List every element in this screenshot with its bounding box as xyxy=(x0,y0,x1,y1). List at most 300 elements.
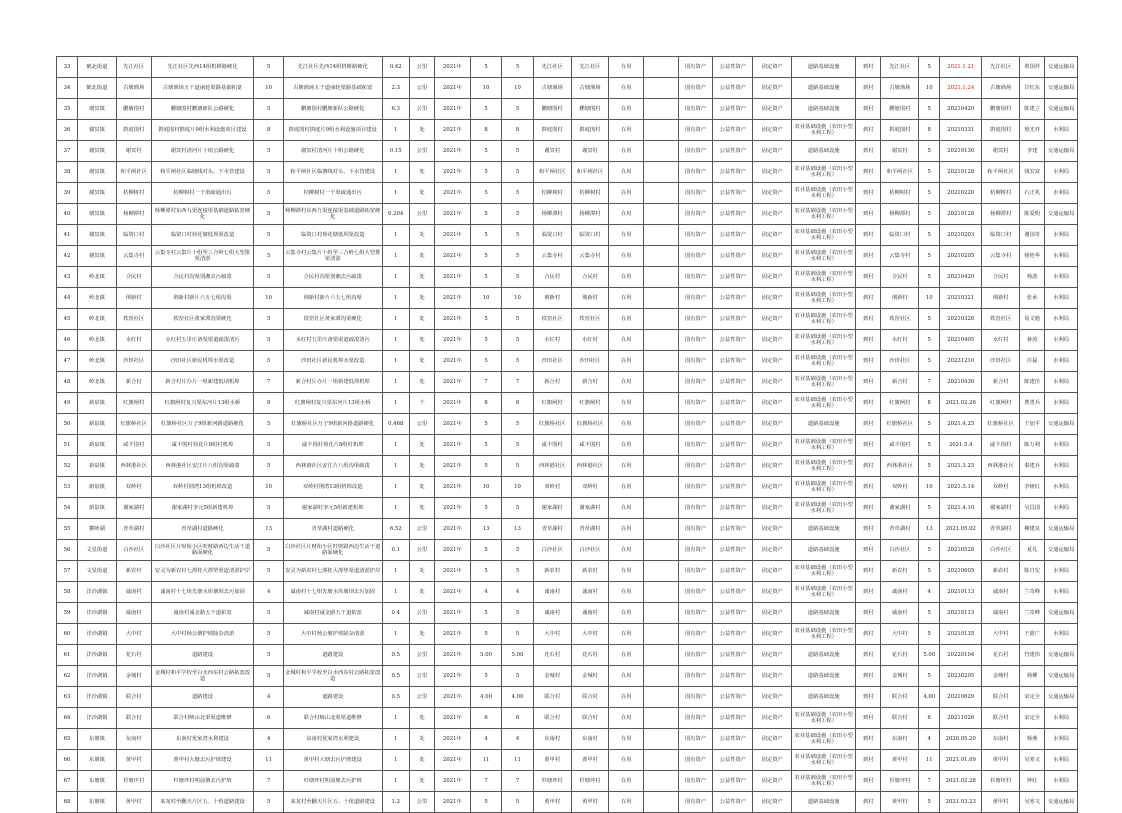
cell-loc1: 联合村 xyxy=(533,708,571,729)
cell-n: 5 xyxy=(919,246,940,267)
cell-type: 处 xyxy=(409,498,434,519)
cell-vill2: 大中村 xyxy=(881,624,919,645)
cell-year: 2021年 xyxy=(435,120,471,141)
cell-date: 20230205 xyxy=(940,666,982,687)
table-row xyxy=(57,225,1078,246)
cell-dept: 水利局 xyxy=(1045,267,1078,288)
cell-n: 5 xyxy=(919,267,940,288)
cell-village: 临资口村 xyxy=(116,225,151,246)
cell-asset1: 国有资产 xyxy=(678,750,713,771)
cell-unit: 1 xyxy=(382,435,409,456)
cell-category: 农业基础设施（农田小型水利工程） xyxy=(792,183,856,204)
cell-seq: 63 xyxy=(57,687,78,708)
cell-amount: 荆新村新片六五七组沟渠 xyxy=(283,288,382,309)
cell-type: 处 xyxy=(409,561,434,582)
cell-date: 20210420 xyxy=(940,99,982,120)
cell-a2: 7 xyxy=(502,771,534,792)
cell-year: 2021年 xyxy=(435,540,471,561)
cell-vill3: 谢家湖村 xyxy=(982,498,1020,519)
cell-blank xyxy=(644,603,679,624)
cell-a2: 6 xyxy=(502,708,534,729)
cell-scale: 10 xyxy=(254,78,283,99)
cell-inst: 到村 xyxy=(856,330,881,351)
cell-n: 6 xyxy=(919,708,940,729)
cell-person: 杨燕 xyxy=(1020,729,1045,750)
cell-type: 处 xyxy=(409,267,434,288)
cell-category: 农业基础设施（农田小型水利工程） xyxy=(792,435,856,456)
cell-type: 处 xyxy=(409,435,434,456)
cell-project: 白沙社区片财衔小区旺财路西边生活干道路面硬化 xyxy=(151,540,254,561)
cell-a1: 4.00 xyxy=(470,687,502,708)
cell-seq: 49 xyxy=(57,393,78,414)
cell-asset3: 固定资产 xyxy=(753,645,792,666)
cell-vill3: 铁窑社区 xyxy=(982,309,1020,330)
cell-asset3: 固定资产 xyxy=(753,435,792,456)
cell-scale: 4 xyxy=(254,729,283,750)
cell-project: 青草湖村道路硬化 xyxy=(151,519,254,540)
cell-status: 在用 xyxy=(609,477,644,498)
cell-inst: 到村 xyxy=(856,309,881,330)
cell-scale: 5 xyxy=(254,141,283,162)
cell-a2: 5 xyxy=(502,162,534,183)
cell-a2: 8 xyxy=(502,120,534,141)
cell-blank xyxy=(644,456,679,477)
cell-scale: 5 xyxy=(254,99,283,120)
cell-category: 农业基础设施（农田小型水利工程） xyxy=(792,771,856,792)
cell-blank xyxy=(644,78,679,99)
cell-asset3: 固定资产 xyxy=(753,498,792,519)
cell-project: 杉塘坪村明前塘去污护坡 xyxy=(151,771,254,792)
cell-n: 5 xyxy=(919,351,940,372)
cell-loc2: 合民村 xyxy=(571,267,609,288)
cell-vill3: 临资口村 xyxy=(982,225,1020,246)
cell-inst: 到村 xyxy=(856,120,881,141)
cell-date: 20210326 xyxy=(940,309,982,330)
cell-a1: 5 xyxy=(470,246,502,267)
cell-amount: 谢冥村清河片十组公路硬化 xyxy=(283,141,382,162)
cell-scale: 5 xyxy=(254,267,283,288)
cell-vill3: 杨柳潭村 xyxy=(982,204,1020,225)
cell-unit: 1 xyxy=(382,288,409,309)
cell-asset3: 固定资产 xyxy=(753,78,792,99)
cell-a1: 10 xyxy=(470,78,502,99)
cell-vill2: 斟庭围村 xyxy=(881,120,919,141)
cell-year: 2021年 xyxy=(435,225,471,246)
cell-unit: 1 xyxy=(382,246,409,267)
cell-inst: 到村 xyxy=(856,78,881,99)
cell-year: 2021年 xyxy=(435,141,471,162)
cell-a1: 8 xyxy=(470,120,502,141)
cell-scale: 5 xyxy=(254,645,283,666)
cell-date: 2021.03.23 xyxy=(940,792,982,813)
cell-status: 在用 xyxy=(609,288,644,309)
cell-date: 20210130 xyxy=(940,141,982,162)
cell-date: 20211026 xyxy=(940,708,982,729)
cell-village: 云集寺村 xyxy=(116,246,151,267)
cell-year: 2021年 xyxy=(435,687,471,708)
cell-scale: 5 xyxy=(254,624,283,645)
cell-n: 5 xyxy=(919,57,940,78)
cell-asset1: 国有资产 xyxy=(678,162,713,183)
table-row xyxy=(57,288,1078,309)
cell-loc2: 诚南村 xyxy=(571,603,609,624)
cell-vill3: 杉塘坪村 xyxy=(982,771,1020,792)
cell-project: 道路建设 xyxy=(151,645,254,666)
cell-dept: 水利局 xyxy=(1045,456,1078,477)
cell-n: 5 xyxy=(919,414,940,435)
cell-dept: 交通运输局 xyxy=(1045,99,1078,120)
cell-category: 农业基础设施（农田小型水利工程） xyxy=(792,708,856,729)
cell-status: 在用 xyxy=(609,603,644,624)
cell-loc2: 斟庭围村 xyxy=(571,120,609,141)
cell-project: 黄甲村大塘去污护坡建设 xyxy=(151,750,254,771)
cell-unit: 6.3 xyxy=(382,99,409,120)
cell-vill2: 联合村 xyxy=(881,708,919,729)
cell-vill3: 新合村 xyxy=(982,372,1020,393)
cell-seq: 46 xyxy=(57,330,78,351)
cell-a1: 5 xyxy=(470,99,502,120)
cell-year: 2021年 xyxy=(435,477,471,498)
cell-unit: 1 xyxy=(382,582,409,603)
cell-asset3: 固定资产 xyxy=(753,414,792,435)
cell-village: 鹏塘围村 xyxy=(116,99,151,120)
cell-person: 钱宏富 xyxy=(1020,162,1045,183)
cell-a1: 8 xyxy=(470,393,502,414)
cell-person: 石正兆 xyxy=(1020,183,1045,204)
cell-status: 在用 xyxy=(609,393,644,414)
cell-project: 新合村片办片一组新建低坝机埠 xyxy=(151,372,254,393)
cell-a1: 7 xyxy=(470,771,502,792)
cell-seq: 47 xyxy=(57,351,78,372)
cell-status: 在用 xyxy=(609,729,644,750)
cell-loc1: 黄甲村 xyxy=(533,750,571,771)
cell-amount: 安灵为新农村七潭桂大潭垫渠道清淤护岸 xyxy=(283,561,382,582)
table-row xyxy=(57,603,1078,624)
cell-dept: 水利局 xyxy=(1045,582,1078,603)
cell-category: 道路基础设施 xyxy=(792,78,856,99)
cell-scale: 10 xyxy=(254,477,283,498)
cell-seq: 64 xyxy=(57,708,78,729)
cell-amount: 红旗闸村复兴渠东河片13组水桥 xyxy=(283,393,382,414)
cell-blank xyxy=(644,309,679,330)
cell-loc2: 诚南村 xyxy=(571,582,609,603)
cell-asset3: 固定资产 xyxy=(753,57,792,78)
cell-loc1: 沙田社区 xyxy=(533,351,571,372)
cell-status: 在用 xyxy=(609,162,644,183)
cell-blank xyxy=(644,183,679,204)
cell-amount: 联合村峡山北渠渠道维修 xyxy=(283,708,382,729)
cell-n: 4 xyxy=(919,729,940,750)
cell-loc2: 咸丰围村 xyxy=(571,435,609,456)
cell-person: 陈自宏 xyxy=(1020,561,1045,582)
cell-inst: 到村 xyxy=(856,498,881,519)
cell-asset3: 固定资产 xyxy=(753,120,792,141)
table-row xyxy=(57,183,1078,204)
cell-project: 先江社区先西14组机耕路硬化 xyxy=(151,57,254,78)
cell-category: 道路基础设施 xyxy=(792,645,856,666)
cell-year: 2021年 xyxy=(435,498,471,519)
cell-loc2: 红旗闸村 xyxy=(571,393,609,414)
cell-village: 谢家湖村 xyxy=(116,498,151,519)
cell-person: 符建伟 xyxy=(1020,645,1045,666)
cell-village: 铁窑社区 xyxy=(116,309,151,330)
cell-status: 在用 xyxy=(609,78,644,99)
cell-blank xyxy=(644,540,679,561)
cell-a1: 5 xyxy=(470,141,502,162)
cell-category: 道路基础设施 xyxy=(792,519,856,540)
cell-a1: 5 xyxy=(470,57,502,78)
cell-date: 20210321 xyxy=(940,288,982,309)
cell-asset3: 固定资产 xyxy=(753,792,792,813)
table-row xyxy=(57,666,1078,687)
table-row xyxy=(57,246,1078,267)
cell-asset3: 固定资产 xyxy=(753,708,792,729)
cell-project: 安灵为新农村七潭桂大潭垫渠道清淤护岸 xyxy=(151,561,254,582)
cell-vill3: 金城村 xyxy=(982,666,1020,687)
cell-asset3: 固定资产 xyxy=(753,519,792,540)
cell-asset2: 公益性资产 xyxy=(713,120,753,141)
cell-dept: 水利局 xyxy=(1045,288,1078,309)
cell-vill2: 桔柳树村 xyxy=(881,183,919,204)
cell-asset3: 固定资产 xyxy=(753,330,792,351)
cell-inst: 到村 xyxy=(856,456,881,477)
cell-year: 2021年 xyxy=(435,582,471,603)
cell-date: 2021.02.26 xyxy=(940,393,982,414)
cell-a2: 10 xyxy=(502,78,534,99)
cell-scale: 7 xyxy=(254,771,283,792)
cell-status: 在用 xyxy=(609,204,644,225)
cell-person: 易文勉 xyxy=(1020,309,1045,330)
cell-loc1: 双岭村 xyxy=(533,477,571,498)
cell-vill2: 东南村 xyxy=(881,729,919,750)
cell-a1: 5 xyxy=(470,435,502,456)
cell-date: 2021.02.28 xyxy=(940,771,982,792)
cell-project: 谢家湖村李元5组新建机埠 xyxy=(151,498,254,519)
cell-blank xyxy=(644,687,679,708)
cell-village: 先江社区 xyxy=(116,57,151,78)
cell-status: 在用 xyxy=(609,771,644,792)
cell-vill2: 鹏塘围村 xyxy=(881,99,919,120)
cell-amount: 诚南村诚金路五干道拓宽 xyxy=(283,603,382,624)
cell-unit: 1 xyxy=(382,372,409,393)
cell-amount: 金城村和平学校至白水西东村公路拓宽改造 xyxy=(283,666,382,687)
cell-dept: 水利局 xyxy=(1045,372,1078,393)
cell-category: 农业基础设施（农田小型水利工程） xyxy=(792,120,856,141)
cell-n: 5 xyxy=(919,225,940,246)
cell-unit: 1 xyxy=(382,708,409,729)
table-row xyxy=(57,78,1078,99)
cell-asset2: 公益性资产 xyxy=(713,582,753,603)
cell-seq: 68 xyxy=(57,792,78,813)
cell-asset1: 国有资产 xyxy=(678,687,713,708)
cell-unit: 0.5 xyxy=(382,687,409,708)
cell-asset3: 固定资产 xyxy=(753,687,792,708)
cell-person: 钟红 xyxy=(1020,771,1045,792)
cell-inst: 到村 xyxy=(856,351,881,372)
cell-vill2: 金城村 xyxy=(881,666,919,687)
cell-loc1: 古塘渔场 xyxy=(533,78,571,99)
cell-loc2: 杨柳潭村 xyxy=(571,204,609,225)
cell-category: 农业基础设施（农田小型水利工程） xyxy=(792,393,856,414)
cell-vill2: 白沙社区 xyxy=(881,540,919,561)
cell-scale: 5 xyxy=(254,414,283,435)
cell-loc1: 花石村 xyxy=(533,645,571,666)
cell-inst: 到村 xyxy=(856,288,881,309)
cell-unit: 0.5 xyxy=(382,645,409,666)
cell-person: 杨波 xyxy=(1020,267,1045,288)
cell-n: 5 xyxy=(919,624,940,645)
cell-year: 2021年 xyxy=(435,414,471,435)
cell-loc1: 青草湖村 xyxy=(533,519,571,540)
cell-type: 公里 xyxy=(409,540,434,561)
cell-amount: 铁窑社区黄家潭沟渠硬化 xyxy=(283,309,382,330)
cell-n: 5 xyxy=(919,666,940,687)
cell-loc2: 花石村 xyxy=(571,645,609,666)
cell-year: 2021年 xyxy=(435,372,471,393)
cell-inst: 到村 xyxy=(856,687,881,708)
cell-amount: 白沙社区片财衔小区旺财路西边生活干道路面硬化 xyxy=(283,540,382,561)
cell-inst: 到村 xyxy=(856,162,881,183)
cell-blank xyxy=(644,624,679,645)
cell-project: 云集寺村云集片十组至三合岭七组大型排渠清淤 xyxy=(151,246,254,267)
cell-type: 处 xyxy=(409,162,434,183)
cell-asset3: 固定资产 xyxy=(753,267,792,288)
cell-year: 2021年 xyxy=(435,603,471,624)
cell-vill2: 诚南村 xyxy=(881,582,919,603)
cell-dept: 水利局 xyxy=(1045,120,1078,141)
cell-unit: 1 xyxy=(382,498,409,519)
cell-n: 5 xyxy=(919,183,940,204)
table-row xyxy=(57,267,1078,288)
cell-person: 柳建良 xyxy=(1020,519,1045,540)
cell-inst: 到村 xyxy=(856,372,881,393)
cell-inst: 到村 xyxy=(856,624,881,645)
cell-town: 鹤北街道 xyxy=(78,78,117,99)
cell-a1: 11 xyxy=(470,750,502,771)
cell-asset1: 国有资产 xyxy=(678,540,713,561)
cell-project: 鹏塘围村鹏塘新队公路硬化 xyxy=(151,99,254,120)
cell-asset1: 国有资产 xyxy=(678,603,713,624)
cell-status: 在用 xyxy=(609,708,644,729)
cell-asset3: 固定资产 xyxy=(753,540,792,561)
cell-loc1: 新合村 xyxy=(533,372,571,393)
cell-asset2: 公益性资产 xyxy=(713,57,753,78)
cell-project: 红旗桥社区万子9组新河路道路硬化 xyxy=(151,414,254,435)
cell-asset3: 固定资产 xyxy=(753,99,792,120)
cell-project: 来龙村至翻天片区五、十组道路建设 xyxy=(151,792,254,813)
cell-year: 2021年 xyxy=(435,99,471,120)
cell-year: 2021年 xyxy=(435,435,471,456)
cell-status: 在用 xyxy=(609,666,644,687)
cell-date: 20210331 xyxy=(940,120,982,141)
cell-asset1: 国有资产 xyxy=(678,498,713,519)
cell-asset1: 国有资产 xyxy=(678,204,713,225)
table-row xyxy=(57,393,1078,414)
cell-n: 5 xyxy=(919,561,940,582)
cell-inst: 到村 xyxy=(856,666,881,687)
cell-a1: 5 xyxy=(470,162,502,183)
cell-loc1: 水红村 xyxy=(533,330,571,351)
cell-person: 敖光祥 xyxy=(1020,120,1045,141)
cell-town: 东塘镇 xyxy=(78,792,117,813)
cell-seq: 53 xyxy=(57,477,78,498)
cell-a1: 5 xyxy=(470,330,502,351)
cell-category: 农业基础设施（农田小型水利工程） xyxy=(792,225,856,246)
cell-a2: 10 xyxy=(502,288,534,309)
cell-town: 岭北镇 xyxy=(78,267,117,288)
cell-dept: 水利局 xyxy=(1045,624,1078,645)
cell-asset1: 国有资产 xyxy=(678,78,713,99)
cell-amount: 古塘渔场五干道丽轮渠路基础拓宽 xyxy=(283,78,382,99)
cell-dept: 水利局 xyxy=(1045,225,1078,246)
cell-person: 吴寒文 xyxy=(1020,750,1045,771)
cell-type: 公里 xyxy=(409,78,434,99)
cell-town: 岭北镇 xyxy=(78,309,117,330)
cell-unit: 1 xyxy=(382,729,409,750)
cell-vill2: 西林港社区 xyxy=(881,456,919,477)
cell-village: 咸丰围村 xyxy=(116,435,151,456)
cell-category: 道路基础设施 xyxy=(792,57,856,78)
cell-town: 新泉镇 xyxy=(78,477,117,498)
cell-category: 农业基础设施（农田小型水利工程） xyxy=(792,729,856,750)
cell-date: 20210205 xyxy=(940,246,982,267)
cell-seq: 58 xyxy=(57,582,78,603)
cell-asset1: 国有资产 xyxy=(678,393,713,414)
cell-vill2: 古塘渔场 xyxy=(881,78,919,99)
cell-town: 谢冥镇 xyxy=(78,183,117,204)
cell-asset2: 公益性资产 xyxy=(713,288,753,309)
cell-asset2: 公益性资产 xyxy=(713,183,753,204)
cell-town: 谢冥镇 xyxy=(78,99,117,120)
cell-unit: 0.42 xyxy=(382,57,409,78)
cell-town: 洋沙湖镇 xyxy=(78,624,117,645)
table-row xyxy=(57,162,1078,183)
cell-person: 蒋涛 xyxy=(1020,330,1045,351)
cell-type: 处 xyxy=(409,582,434,603)
cell-loc2: 谢冥村 xyxy=(571,141,609,162)
cell-n: 8 xyxy=(919,120,940,141)
cell-person: 任磊 xyxy=(1020,351,1045,372)
cell-unit: 1 xyxy=(382,351,409,372)
cell-a2: 5 xyxy=(502,204,534,225)
cell-dept: 交通运输局 xyxy=(1045,519,1078,540)
cell-scale: 5 xyxy=(254,204,283,225)
cell-asset1: 国有资产 xyxy=(678,666,713,687)
cell-amount: 杨柳潭村东西九渠连接渠基础道路拓宽硬化 xyxy=(283,204,382,225)
cell-inst: 到村 xyxy=(856,393,881,414)
cell-loc1: 和平闸社区 xyxy=(533,162,571,183)
cell-seq: 52 xyxy=(57,456,78,477)
cell-project: 西林港社区安江片八组沟渠疏浚 xyxy=(151,456,254,477)
cell-n: 10 xyxy=(919,78,940,99)
cell-project: 谢冥村清河片十组公路硬化 xyxy=(151,141,254,162)
cell-person: 张承 xyxy=(1020,288,1045,309)
cell-vill3: 联合村 xyxy=(982,708,1020,729)
cell-a1: 5 xyxy=(470,267,502,288)
cell-status: 在用 xyxy=(609,309,644,330)
cell-n: 5 xyxy=(919,162,940,183)
cell-vill2: 先江社区 xyxy=(881,57,919,78)
cell-inst: 到村 xyxy=(856,771,881,792)
cell-vill3: 诚南村 xyxy=(982,603,1020,624)
cell-town: 新泉镇 xyxy=(78,435,117,456)
cell-vill2: 花石村 xyxy=(881,645,919,666)
cell-scale: 5 xyxy=(254,498,283,519)
cell-project: 合民村沟渠別湘去污疏浚 xyxy=(151,267,254,288)
cell-town: 谢冥镇 xyxy=(78,225,117,246)
cell-vill3: 先江社区 xyxy=(982,57,1020,78)
cell-a2: 5 xyxy=(502,330,534,351)
